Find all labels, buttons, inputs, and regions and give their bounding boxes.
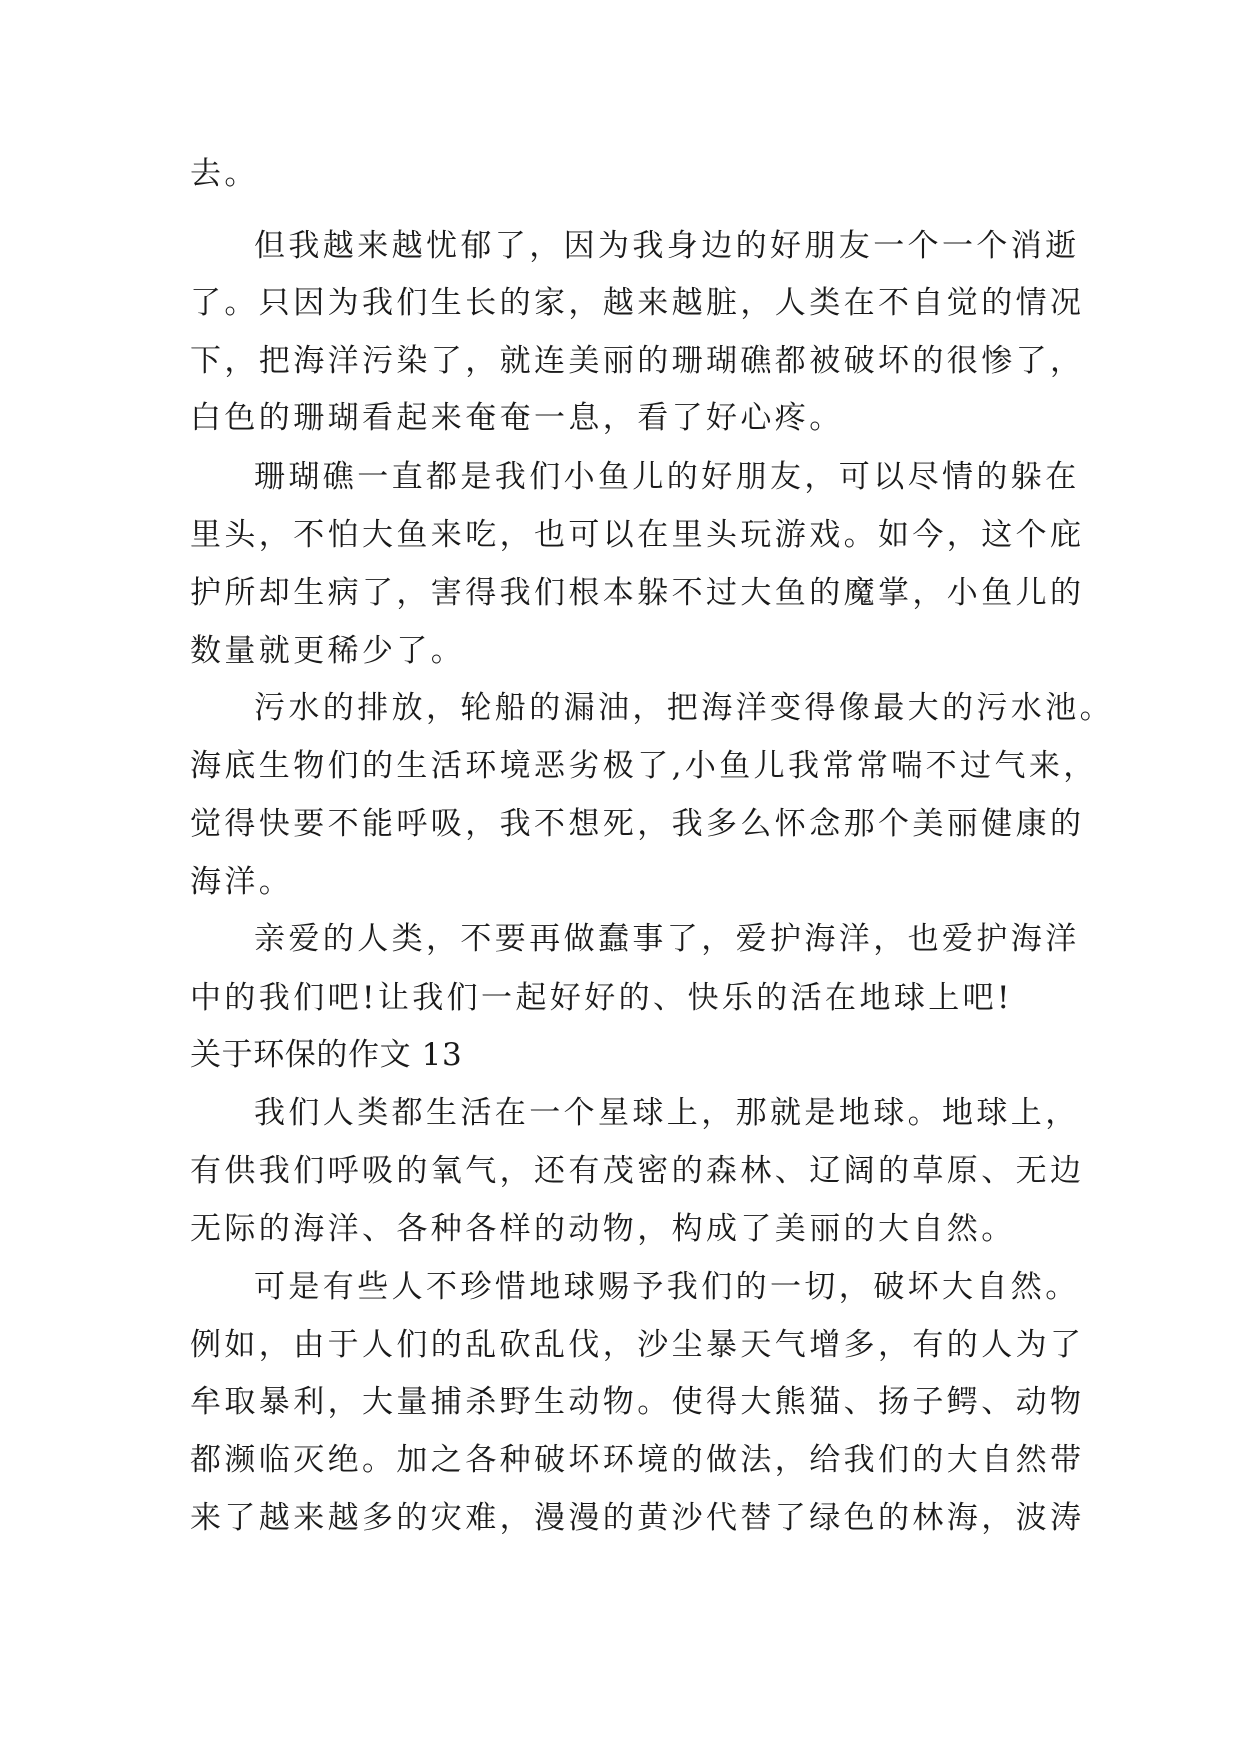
text-line: 海底生物们的生活环境恶劣极了,小鱼儿我常常喘不过气来， bbox=[190, 748, 1098, 784]
text-line: 牟取暴利，大量捕杀野生动物。使得大熊猫、扬子鳄、动物 bbox=[190, 1384, 1085, 1420]
paragraph-start-line: 亲爱的人类，不要再做蠢事了，爱护海洋，也爱护海洋 bbox=[254, 921, 1080, 957]
text-line: 了。只因为我们生长的家，越来越脏，人类在不自觉的情况 bbox=[190, 285, 1085, 321]
paragraph-start-line: 污水的排放，轮船的漏油，把海洋变得像最大的污水池。 bbox=[254, 690, 1114, 726]
paragraph-start-line: 珊瑚礁一直都是我们小鱼儿的好朋友，可以尽情的躲在 bbox=[254, 459, 1080, 495]
text-line: 数量就更稀少了。 bbox=[190, 633, 466, 669]
text-line: 里头，不怕大鱼来吃，也可以在里头玩游戏。如今，这个庇 bbox=[190, 517, 1085, 553]
text-line: 例如，由于人们的乱砍乱伐，沙尘暴天气增多，有的人为了 bbox=[190, 1327, 1085, 1363]
paragraph-start-line: 但我越来越忧郁了，因为我身边的好朋友一个一个消逝 bbox=[254, 228, 1080, 264]
text-line: 海洋。 bbox=[190, 864, 294, 900]
text-line: 觉得快要不能呼吸，我不想死，我多么怀念那个美丽健康的 bbox=[190, 806, 1085, 842]
text-line: 来了越来越多的灾难，漫漫的黄沙代替了绿色的林海，波涛 bbox=[190, 1500, 1085, 1536]
text-line: 护所却生病了，害得我们根本躲不过大鱼的魔掌，小鱼儿的 bbox=[190, 575, 1085, 611]
text-line: 去。 bbox=[190, 156, 259, 192]
paragraph-start-line: 可是有些人不珍惜地球赐予我们的一切，破坏大自然。 bbox=[254, 1269, 1080, 1305]
text-line: 都濒临灭绝。加之各种破坏环境的做法，给我们的大自然带 bbox=[190, 1442, 1085, 1478]
paragraph-start-line: 我们人类都生活在一个星球上，那就是地球。地球上， bbox=[254, 1095, 1080, 1131]
section-heading: 关于环保的作文 13 bbox=[190, 1037, 463, 1073]
text-line: 下，把海洋污染了，就连美丽的珊瑚礁都被破坏的很惨了， bbox=[190, 343, 1085, 379]
text-line: 白色的珊瑚看起来奄奄一息，看了好心疼。 bbox=[190, 400, 844, 436]
text-line: 无际的海洋、各种各样的动物，构成了美丽的大自然。 bbox=[190, 1211, 1016, 1247]
text-line: 有供我们呼吸的氧气，还有茂密的森林、辽阔的草原、无边 bbox=[190, 1153, 1085, 1189]
text-line: 中的我们吧!让我们一起好好的、快乐的活在地球上吧! bbox=[190, 980, 1013, 1016]
